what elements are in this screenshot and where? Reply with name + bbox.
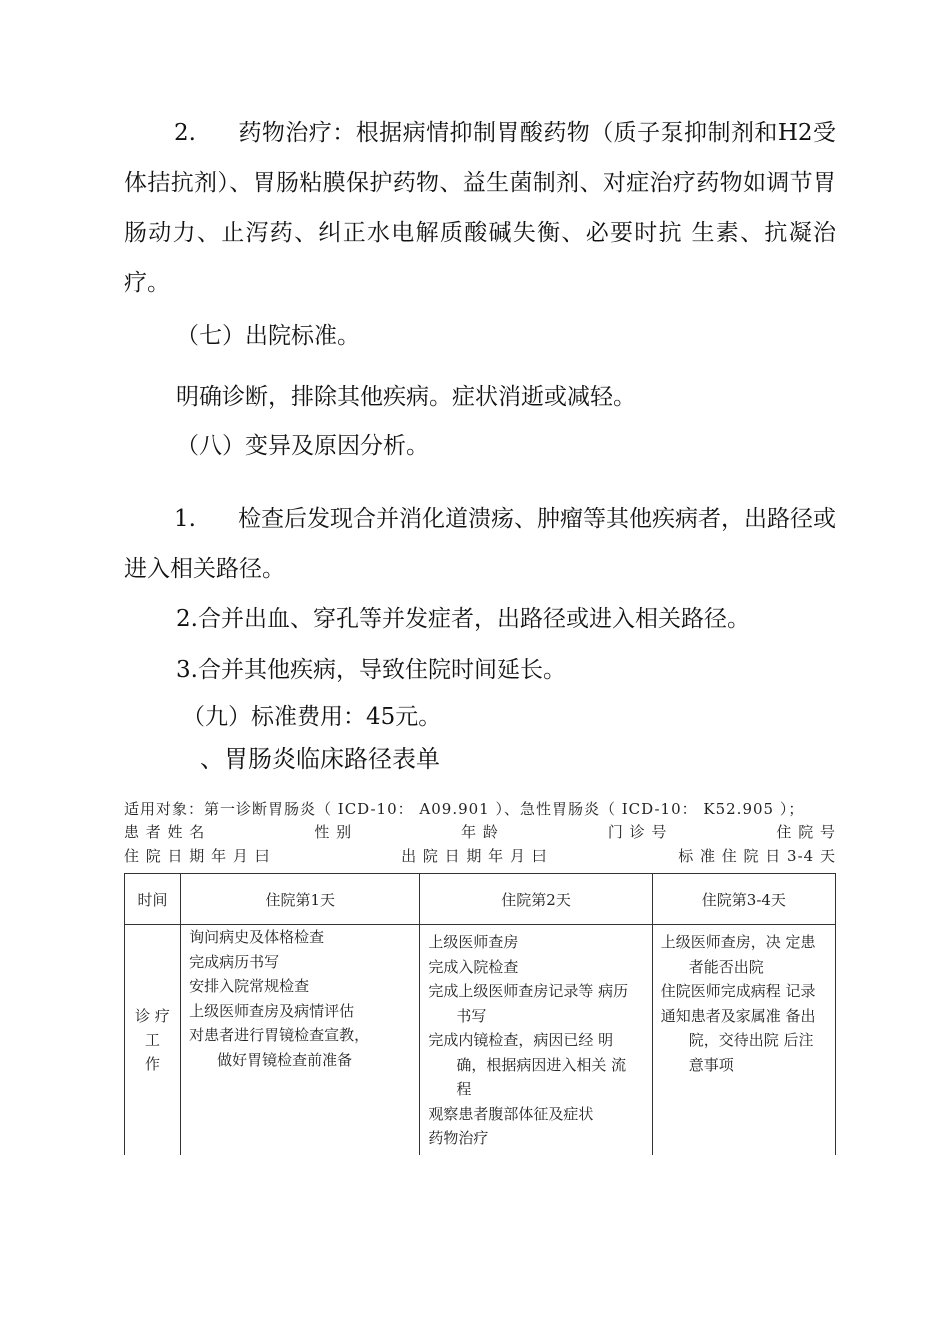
age-field: 年 龄 xyxy=(461,823,499,841)
variation-item-1-text: 检查后发现合并消化道溃疡、肿瘤等其他疾病者，出路径或进入相关路径。 xyxy=(124,506,836,582)
patient-info-line xyxy=(124,821,836,843)
variation-item-1 xyxy=(124,494,836,594)
applies-to: 适用对象：第一诊断胃肠炎（ ICD-10： A09.901 ）、急性胃肠炎（ ICD-10： K52.905 ）； xyxy=(124,800,805,818)
task-item: 住院医师完成病程 记录 xyxy=(660,982,816,1000)
task-item: 确，根据病因进入相关 流 xyxy=(456,1055,627,1074)
day-2-tasks xyxy=(420,925,652,1156)
variation-item-3: 3.合并其他疾病，导致住院时间延长。 xyxy=(176,657,566,683)
admit-date-field: 住 院 日 期 年 月 曰 xyxy=(124,847,271,865)
applies-to-line xyxy=(124,798,836,820)
clinical-pathway-table xyxy=(124,873,836,1155)
header-day-2: 住院第2天 xyxy=(420,874,652,925)
drug-therapy-paragraph xyxy=(124,108,836,308)
row-label-diagnosis-work xyxy=(125,925,181,1156)
dates-line xyxy=(124,845,836,867)
table-header-row xyxy=(125,874,836,925)
task-item: 院，交待出院 后注 xyxy=(688,1031,814,1049)
task-item: 书写 xyxy=(456,1006,487,1025)
task-item: 通知患者及家属准 备出 xyxy=(660,1006,816,1025)
row-label-line: 工 xyxy=(145,1031,161,1049)
variation-item-2: 2.合并出血、穿孔等并发症者，出路径或进入相关路径。 xyxy=(176,606,750,632)
task-item: 观察患者腹部体征及症状 xyxy=(428,1104,594,1123)
task-item: 药物治疗 xyxy=(428,1129,489,1147)
standard-stay-field: 标 准 住 院 日 3-4 天 xyxy=(678,847,836,865)
task-item: 者能否出院 xyxy=(688,957,764,976)
row-label-line: 诊 疗 xyxy=(135,1007,170,1025)
standard-cost: （九）标准费用：45元。 xyxy=(182,704,442,730)
task-item: 完成上级医师查房记录等 病历 xyxy=(428,982,629,1000)
header-time: 时间 xyxy=(125,874,181,925)
patient-name-field: 患 者 姓 名 xyxy=(124,823,206,841)
discharge-criteria-text: 明确诊断，排除其他疾病。症状消逝或减轻。 xyxy=(176,384,636,410)
task-item: 询问病史及体格检查 xyxy=(189,928,325,946)
task-item: 完成病历书写 xyxy=(189,952,280,971)
clinic-number-field: 门 诊 号 xyxy=(607,823,668,841)
task-item: 意事项 xyxy=(688,1055,734,1074)
task-item: 完成内镜检查，病因已经 明 xyxy=(428,1031,614,1049)
table-title: 、胃肠炎临床路径表单 xyxy=(200,745,440,773)
task-item: 完成入院检查 xyxy=(428,957,519,976)
gender-field: 性 别 xyxy=(314,823,353,841)
item-number: 1. xyxy=(174,506,196,532)
task-item: 程 xyxy=(456,1080,472,1098)
task-item: 上级医师查房，决 定患 xyxy=(660,933,816,951)
day-3-4-tasks xyxy=(652,925,835,1156)
day-1-tasks xyxy=(181,925,420,1156)
task-item: 上级医师查房 xyxy=(428,933,519,951)
item-number: 2. xyxy=(174,120,196,146)
discharge-date-field: 出 院 日 期 年 月 曰 xyxy=(401,847,548,865)
task-item: 对患者进行胃镜检查宣教， xyxy=(189,1026,370,1044)
header-day-1: 住院第1天 xyxy=(181,874,420,925)
task-item: 上级医师查房及病情评估 xyxy=(189,1001,355,1020)
task-item: 做好胃镜检查前准备 xyxy=(217,1050,353,1069)
drug-therapy-text: 药物治疗：根据病情抑制胃酸药物（质子泵抑制剂和H2受体拮抗剂）、胃肠粘膜保护药物、益生菌制剂、对症治疗药物如调节胃肠动力、止泻药、纠正水电解质酸碱失衡、必要时抗 生素、抗凝治疗。 xyxy=(124,120,836,296)
row-label-line: 作 xyxy=(145,1055,161,1073)
task-item: 安排入院常规检查 xyxy=(189,977,310,995)
admission-number-field: 住 院 号 xyxy=(776,823,836,841)
variation-heading: （八）变异及原因分析。 xyxy=(176,433,429,459)
discharge-heading: （七）出院标准。 xyxy=(176,323,360,349)
table-row xyxy=(125,925,836,1156)
header-day-3-4: 住院第3-4天 xyxy=(652,874,835,925)
